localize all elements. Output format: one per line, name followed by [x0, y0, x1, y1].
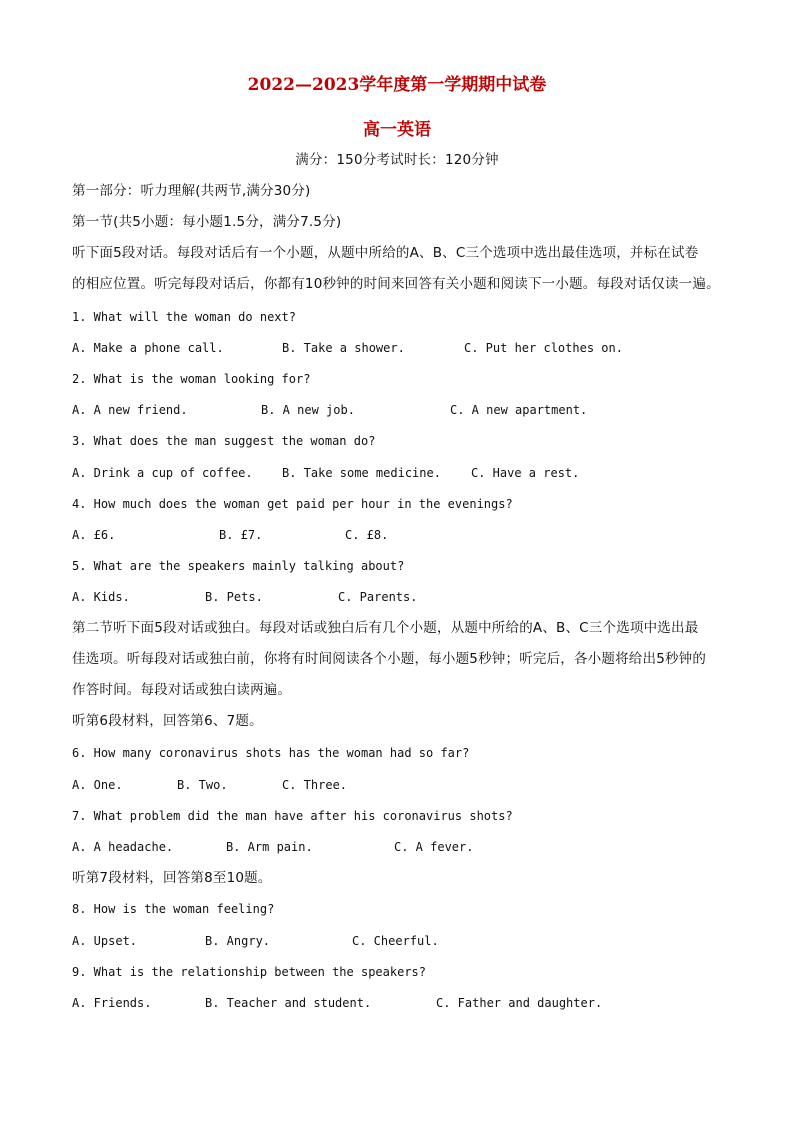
q6-option-b: B. Two. — [177, 778, 228, 792]
section1-instructions-1: 听下面5段对话。每段对话后有一个小题，从题中所给的A、B、C三个选项中选出最佳选项，并标在试卷 — [72, 245, 699, 261]
material-7-heading: 听第7段材料，回答第8至10题。 — [72, 870, 272, 886]
q3-option-b: B. Take some medicine. — [282, 466, 441, 480]
question-4: 4. How much does the woman get paid per hour in the evenings? — [72, 497, 513, 511]
section2-instructions-1: 第二节听下面5段对话或独白。每段对话或独白后有几个小题，从题中所给的A、B、C三个选项中选出最 — [72, 620, 699, 636]
section2-instructions-3: 作答时间。每段对话或独白读两遍。 — [72, 682, 292, 698]
question-5: 5. What are the speakers mainly talking about? — [72, 559, 405, 573]
q8-option-c: C. Cheerful. — [352, 934, 439, 948]
q4-option-c: C. £8. — [345, 528, 389, 542]
q2-option-c: C. A new apartment. — [450, 403, 588, 417]
question-3: 3. What does the man suggest the woman do? — [72, 434, 376, 448]
section1-instructions-2: 的相应位置。听完每段对话后，你都有10秒钟的时间来回答有关小题和阅读下一小题。每段对话仅读一遍。 — [72, 276, 720, 292]
q6-option-a: A. One. — [72, 778, 123, 792]
part1-heading: 第一部分：听力理解(共两节,满分30分) — [72, 183, 311, 199]
q9-option-b: B. Teacher and student. — [205, 996, 372, 1010]
q8-option-b: B. Angry. — [205, 934, 271, 948]
section2-instructions-2: 佳选项。听每段对话或独白前，你将有时间阅读各个小题，每小题5秒钟；听完后，各小题将给出5秒钟的 — [72, 651, 707, 667]
exam-title: 2022—2023学年度第一学期期中试卷 — [247, 75, 547, 95]
question-9: 9. What is the relationship between the speakers? — [72, 965, 427, 979]
q9-option-c: C. Father and daughter. — [436, 996, 603, 1010]
q5-option-a: A. Kids. — [72, 590, 130, 604]
q7-option-b: B. Arm pain. — [226, 840, 313, 854]
exam-subject: 高一英语 — [363, 120, 431, 140]
q7-option-a: A. A headache. — [72, 840, 174, 854]
question-1: 1. What will the woman do next? — [72, 310, 296, 324]
q6-option-c: C. Three. — [282, 778, 348, 792]
q7-option-c: C. A fever. — [394, 840, 474, 854]
section1-heading: 第一节(共5小题：每小题1.5分，满分7.5分) — [72, 214, 342, 230]
question-2: 2. What is the woman looking for? — [72, 372, 311, 386]
q4-option-b: B. £7. — [219, 528, 263, 542]
q1-option-c: C. Put her clothes on. — [464, 341, 623, 355]
q5-option-b: B. Pets. — [205, 590, 263, 604]
q8-option-a: A. Upset. — [72, 934, 138, 948]
q2-option-b: B. A new job. — [261, 403, 355, 417]
q3-option-a: A. Drink a cup of coffee. — [72, 466, 253, 480]
question-6: 6. How many coronavirus shots has the woman had so far? — [72, 746, 470, 760]
material-6-heading: 听第6段材料，回答第6、7题。 — [72, 713, 263, 729]
q9-option-a: A. Friends. — [72, 996, 152, 1010]
question-8: 8. How is the woman feeling? — [72, 902, 275, 916]
q3-option-c: C. Have a rest. — [471, 466, 580, 480]
q4-option-a: A. £6. — [72, 528, 116, 542]
exam-meta: 满分：150分考试时长：120分钟 — [295, 152, 499, 168]
q1-option-b: B. Take a shower. — [282, 341, 405, 355]
question-7: 7. What problem did the man have after his coronavirus shots? — [72, 809, 513, 823]
q2-option-a: A. A new friend. — [72, 403, 188, 417]
q5-option-c: C. Parents. — [338, 590, 418, 604]
q1-option-a: A. Make a phone call. — [72, 341, 224, 355]
